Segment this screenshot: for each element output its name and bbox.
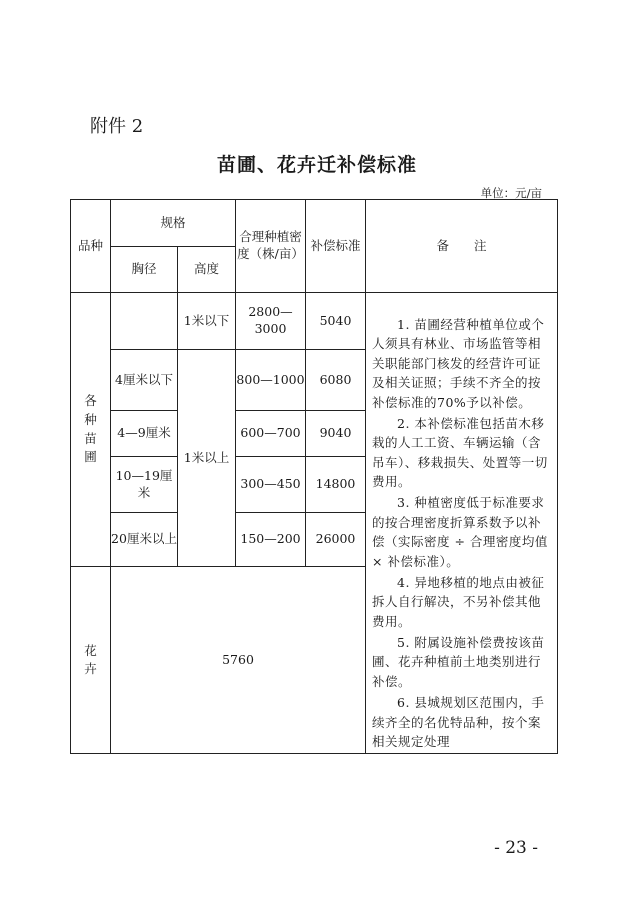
row4-density: 300—450 <box>236 457 306 513</box>
group-nursery-char: 种 <box>84 411 97 427</box>
note-item: 5. 附属设施补偿费按该苗圃、花卉种植前土地类别进行补偿。 <box>372 635 545 689</box>
note-item: 6. 县城规划区范围内，手续齐全的名优特品种，按个案相关规定处理 <box>372 695 545 749</box>
row1-standard: 5040 <box>306 293 366 350</box>
row4-standard: 14800 <box>306 457 366 513</box>
unit-label: 单位：元/亩 <box>480 186 542 200</box>
note-item: 1. 苗圃经营种植单位或个人须具有林业、市场监管等相关职能部门核发的经营许可证及相关证照；手续不齐全的按补偿标准的70%予以补偿。 <box>372 317 545 410</box>
header-height: 高度 <box>178 247 236 293</box>
row5-density: 150—200 <box>236 513 306 567</box>
row2-density: 800—1000 <box>236 350 306 411</box>
group-nursery-char: 苗 <box>84 430 97 446</box>
row1-diameter <box>111 293 178 350</box>
group-nursery-char: 各 <box>84 393 97 409</box>
row2-diameter: 4厘米以下 <box>111 350 178 411</box>
note-item: 3. 种植密度低于标准要求的按合理密度折算系数予以补偿（实际密度 ÷ 合理密度均值 × 补偿标准）。 <box>372 495 548 569</box>
rows-height: 1米以上 <box>178 350 236 567</box>
group-nursery-char: 圃 <box>84 449 97 465</box>
header-remark: 备 注 <box>366 200 558 293</box>
group-flowers-char: 花 <box>84 642 97 658</box>
note-item: 4. 异地移植的地点由被征拆人自行解决，不另补偿其他费用。 <box>372 574 545 629</box>
header-spec: 规格 <box>111 200 236 247</box>
row5-diameter: 20厘米以上 <box>111 513 178 567</box>
group-nursery <box>71 293 111 567</box>
row1-height: 1米以下 <box>178 293 236 350</box>
row2-standard: 6080 <box>306 350 366 411</box>
row3-standard: 9040 <box>306 411 366 457</box>
flowers-value: 5760 <box>111 567 366 754</box>
header-diameter: 胸径 <box>111 247 178 293</box>
row5-standard: 26000 <box>306 513 366 567</box>
row1-density: 2800—3000 <box>236 293 306 350</box>
page-number: - 23 - <box>494 838 538 858</box>
header-variety: 品种 <box>71 200 111 293</box>
row4-diameter: 10—19厘米 <box>111 457 178 513</box>
header-standard: 补偿标准 <box>306 200 366 293</box>
compensation-table <box>70 199 558 754</box>
page-title: 苗圃、花卉迁补偿标准 <box>216 154 417 176</box>
row3-density: 600—700 <box>236 411 306 457</box>
group-flowers <box>71 567 111 754</box>
group-flowers-char: 卉 <box>84 661 97 677</box>
notes-cell <box>366 293 558 754</box>
row3-diameter: 4—9厘米 <box>111 411 178 457</box>
note-item: 2. 本补偿标准包括苗木移栽的人工工资、车辆运输（含吊车）、移栽损失、处置等一切费用。 <box>372 415 548 489</box>
attachment-label: 附件 2 <box>90 116 144 137</box>
header-density: 合理种植密度（株/亩） <box>236 200 306 293</box>
